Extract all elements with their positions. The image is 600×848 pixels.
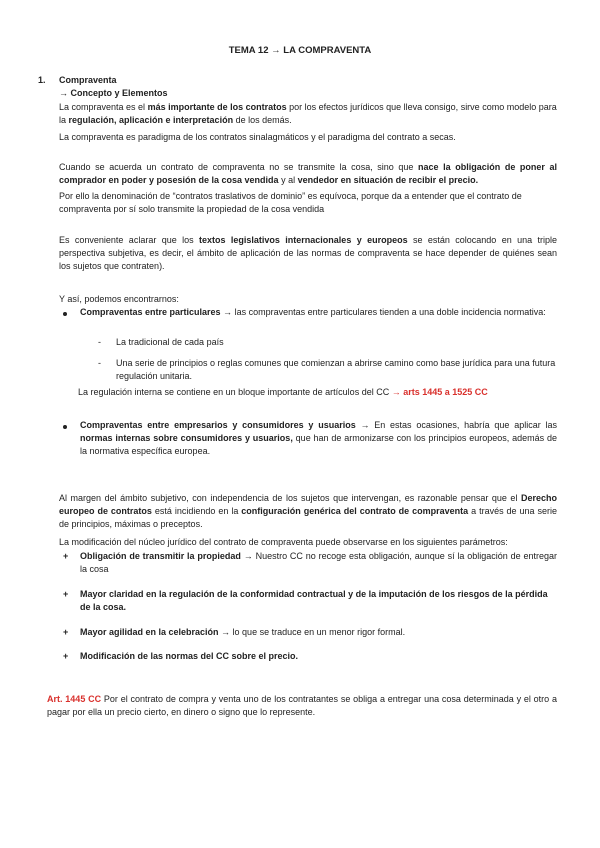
text: Por el contrato de compra y venta uno de los contratantes se obliga a entregar una cosa determinada y el otro a pagar por ella un precio cierto, en dinero o signo que lo represente. [47, 694, 557, 717]
bold-text: normas internas sobre consumidores y usuarios, [80, 433, 293, 443]
bold-text: configuración genérica del contrato de compraventa [241, 506, 469, 516]
article-reference: → arts 1445 a 1525 CC [391, 387, 488, 397]
bold-text: regulación, aplicación e interpretación [68, 115, 234, 125]
dash-marker: - [98, 337, 101, 347]
bullet-dot [63, 312, 67, 316]
paragraph-textos-legislativos [59, 234, 557, 273]
text: a través de una serie de principios, máximas o preceptos. [59, 506, 557, 529]
text: → lo que se traduce en un menor rigor formal. [218, 627, 406, 637]
plus-marker: + [63, 589, 69, 599]
bold-text: nace la obligación de poner al comprador en poder y posesión de la cosa vendida [59, 162, 558, 185]
bold-text: más importante de los contratos [147, 102, 287, 112]
bullet-particulares [80, 306, 557, 319]
text: está incidiendo en la [151, 506, 242, 516]
note-regulacion-interna [78, 386, 557, 399]
text: Es conveniente aclarar que los [59, 235, 199, 245]
plus-marker: + [63, 551, 69, 561]
bold-text: Compraventas entre particulares → [80, 307, 233, 317]
sub-item-tradicional: La tradicional de cada país [116, 337, 224, 347]
bold-text: Derecho europeo de contratos [59, 493, 557, 516]
text: por los efectos jurídicos que lleva consigo, sirve como modelo para la [59, 102, 557, 125]
section-heading: Compraventa [59, 75, 117, 85]
article-reference: Art. 1445 CC [47, 694, 102, 704]
paragraph-dominio: Por ello la denominación de “contratos traslativos de dominio” es equívoca, porque da a entender que el contrato de compraventa por sí solo transmite la propiedad de la cosa vendida [59, 191, 522, 214]
bold-text: vendedor en situación de recibir el precio. [297, 175, 479, 185]
plus-item-agilidad [80, 626, 557, 639]
section-subheading: → Concepto y Elementos [59, 88, 168, 98]
bullet-dot [63, 425, 67, 429]
text: Cuando se acuerda un contrato de compraventa no se transmite la cosa, sino que [59, 162, 419, 172]
plus-item-precio: Modificación de las normas del CC sobre el precio. [80, 651, 299, 661]
bold-text: Mayor agilidad en la celebración [80, 627, 219, 637]
plus-marker: + [63, 651, 69, 661]
section-number: 1. [38, 75, 46, 85]
dash-marker: - [98, 358, 101, 368]
text: y al [278, 175, 298, 185]
plus-marker: + [63, 627, 69, 637]
text: En estas ocasiones, habría que aplicar las [369, 420, 557, 430]
bold-text: Obligación de transmitir la propiedad [80, 551, 241, 561]
bold-text: textos legislativos internacionales y europeos [199, 235, 408, 245]
bullet-empresarios [80, 419, 557, 458]
paragraph-obligation [59, 161, 557, 187]
text: que han de armonizarse con los principios europeos, además de la normativa específica europea. [80, 433, 557, 456]
paragraph-definition [59, 101, 557, 127]
text: → Nuestro CC no recoge esta obligación, aunque sí la obligación de entregar la cosa [80, 551, 557, 574]
text: las compraventas entre particulares tienden a una doble incidencia normativa: [232, 307, 546, 317]
text: Al margen del ámbito subjetivo, con independencia de los sujetos que intervengan, es razonable pensar que el [59, 493, 521, 503]
sub-item-principios: Una serie de principios o reglas comunes que comienzan a abrirse camino como base jurídica para una futura regulación unitaria. [116, 358, 556, 381]
plus-item-propiedad [80, 550, 557, 576]
plus-item-conformidad: Mayor claridad en la regulación de la conformidad contractual y de la imputación de los riesgos de la pérdida de la cosa. [80, 589, 548, 612]
page-title: TEMA 12 → LA COMPRAVENTA [228, 45, 372, 56]
text: La regulación interna se contiene en un bloque importante de artículos del CC [78, 387, 392, 397]
text: se están colocando en una triple perspectiva subjetiva, es decir, el ámbito de aplicación de las normas de compraventa se hace depender de quiénes sean los sujetos que contraten). [59, 235, 558, 271]
paragraph-paradigm: La compraventa es paradigma de los contratos sinalagmáticos y el paradigma del contrato a secas. [59, 132, 456, 142]
bold-text: Compraventas entre empresarios y consumidores y usuarios → [80, 420, 370, 430]
paragraph-encontrarnos: Y así, podemos encontrarnos: [59, 294, 179, 304]
article-1445 [47, 693, 557, 719]
text: de los demás. [233, 115, 292, 125]
paragraph-modificacion: La modificación del núcleo jurídico del contrato de compraventa puede observarse en los siguientes parámetros: [59, 537, 508, 547]
text: La compraventa es el [59, 102, 148, 112]
paragraph-derecho-europeo [59, 492, 557, 531]
